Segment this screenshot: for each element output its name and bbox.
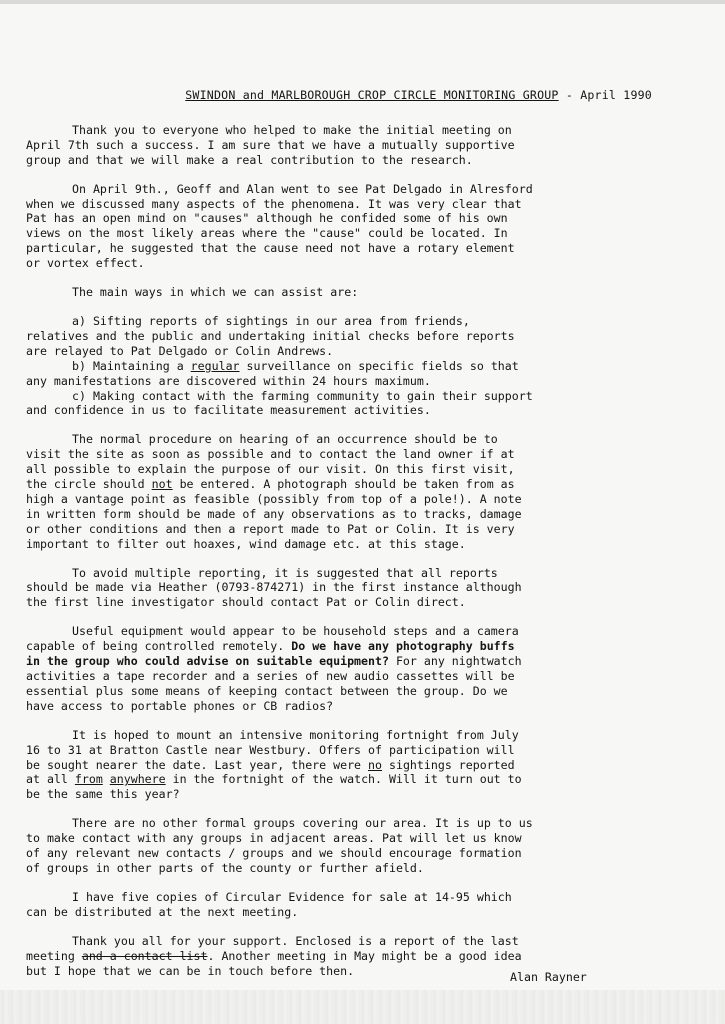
- text-line: [26, 654, 652, 669]
- letter-heading: [26, 88, 652, 103]
- text-line: are relayed to Pat Delgado or Colin Andrews.: [26, 343, 334, 358]
- text-fragment: be entered. A photograph should be taken from as: [172, 477, 515, 492]
- bold-text: Do we have any photography buffs: [291, 639, 515, 654]
- text-fragment: surveillance on specific fields so that: [239, 358, 519, 373]
- text-line: be the same this year?: [26, 787, 180, 802]
- text-fragment: capable of being controlled remotely.: [26, 639, 292, 654]
- text-line: To avoid multiple reporting, it is suggested that all reports: [72, 565, 498, 580]
- struck-through-text: and a contact list: [81, 948, 208, 963]
- text-line: particular, he suggested that the cause need not have a rotary element: [26, 241, 515, 256]
- scan-top-edge: [0, 0, 725, 4]
- underlined-word: not: [151, 477, 173, 492]
- text-line: or vortex effect.: [26, 256, 145, 271]
- paragraph-main-ways: [26, 285, 652, 300]
- text-line: important to filter out hoaxes, wind damage etc. at this stage.: [26, 536, 466, 551]
- letter-body: [26, 88, 652, 992]
- text-line: [26, 639, 652, 654]
- paragraph-other-groups: [26, 816, 652, 876]
- text-line: all possible to explain the purpose of our visit. On this first visit,: [26, 462, 515, 477]
- text-line: Thank you to everyone who helped to make the initial meeting on: [72, 122, 512, 137]
- text-line: Thank you all for your support. Enclosed is a report of the last: [72, 933, 519, 948]
- underlined-word: anywhere: [109, 772, 166, 787]
- text-line: but I hope that we can be in touch before then.: [26, 963, 355, 978]
- text-line: can be distributed at the next meeting.: [26, 904, 299, 919]
- text-line: [26, 477, 652, 492]
- text-line: or other conditions and then a report made to Pat or Colin. It is very: [26, 521, 515, 536]
- text-line: It is hoped to mount an intensive monitoring fortnight from July: [72, 727, 519, 742]
- text-line: when we discussed many aspects of the phenomena. It was very clear that: [26, 196, 522, 211]
- text-line: [26, 949, 652, 964]
- text-fragment: [103, 772, 110, 786]
- group-title: SWINDON and MARLBOROUGH CROP CIRCLE MONITORING GROUP: [185, 88, 559, 102]
- paragraph-visit: [26, 182, 652, 271]
- text-line: have access to portable phones or CB radios?: [26, 698, 334, 713]
- paragraph-procedure: [26, 432, 652, 551]
- text-line: 16 to 31 at Bratton Castle near Westbury. Offers of participation will: [26, 742, 515, 757]
- text-fragment: meeting: [26, 948, 82, 963]
- letter-date: April 1990: [580, 88, 652, 102]
- text-line: any manifestations are discovered within 24 hours maximum.: [26, 373, 431, 388]
- text-line: visit the site as soon as possible and to contact the land owner if at: [26, 447, 515, 462]
- text-line: views on the most likely areas where the "cause" could be located. In: [26, 226, 508, 241]
- text-fragment: b) Maintaining a: [72, 358, 191, 373]
- bold-text: in the group who could advise on suitable equipment?: [26, 654, 389, 669]
- paragraph-circular-evidence: [26, 890, 652, 920]
- text-line: activities a tape recorder and a series of new audio cassettes will be: [26, 669, 515, 683]
- text-fragment: sightings reported: [382, 757, 515, 772]
- paragraph-monitoring: [26, 728, 652, 803]
- text-fragment: the circle should: [26, 477, 152, 492]
- scan-bottom-noise: [0, 990, 725, 1024]
- paragraph-reporting: [26, 566, 652, 611]
- text-line: [26, 359, 652, 374]
- text-line: in written form should be made of any observations as to tracks, damage: [26, 506, 522, 521]
- text-line: Pat has an open mind on "causes" although he confided some of his own: [26, 211, 508, 226]
- text-line: and confidence in us to facilitate measurement activities.: [26, 403, 431, 418]
- text-fragment: in the fortnight of the watch. Will it turn out to: [165, 772, 522, 787]
- text-line: group and that we will make a real contribution to the research.: [26, 152, 473, 167]
- text-line: I have five copies of Circular Evidence for sale at 14-95 which: [72, 889, 512, 904]
- assist-list: [26, 314, 652, 418]
- underlined-word: no: [368, 757, 382, 772]
- paragraph-equipment: [26, 624, 652, 713]
- text-line: c) Making contact with the farming community to gain their support: [72, 388, 533, 403]
- text-line: [26, 758, 652, 773]
- text-fragment: at all: [26, 772, 75, 787]
- text-line: to make contact with any groups in adjacent areas. Pat will let us know: [26, 831, 522, 846]
- text-line: There are no other formal groups covering our area. It is up to us: [72, 816, 533, 831]
- text-fragment: . Another meeting in May might be a good idea: [207, 948, 522, 963]
- text-line: relatives and the public and undertaking initial checks before reports: [26, 328, 515, 343]
- signature-name: Alan Rayner: [510, 970, 587, 984]
- text-line: The main ways in which we can assist are:: [72, 285, 359, 300]
- underlined-word: regular: [190, 358, 240, 373]
- heading-separator: -: [565, 88, 581, 102]
- list-item-c: [26, 389, 652, 419]
- list-item-b: [26, 359, 652, 389]
- text-line: Useful equipment would appear to be household steps and a camera: [72, 624, 519, 639]
- underlined-word: from: [74, 772, 103, 787]
- text-line: April 7th such a success. I am sure that we have a mutually supportive: [26, 137, 515, 152]
- text-line: of groups in other parts of the county or further afield.: [26, 860, 424, 875]
- text-line: a) Sifting reports of sightings in our area from friends,: [72, 313, 470, 328]
- text-line: of any relevant new contacts / groups and we should encourage formation: [26, 846, 522, 861]
- text-line: should be made via Heather (0793-874271) in the first instance although: [26, 580, 522, 595]
- text-line: The normal procedure on hearing of an occurrence should be to: [72, 432, 498, 447]
- paragraph-thanks: [26, 123, 652, 168]
- text-fragment: be sought nearer the date. Last year, there were: [26, 757, 369, 772]
- text-fragment: For any nightwatch: [388, 654, 522, 669]
- text-line: essential plus some means of keeping contact between the group. Do we: [26, 683, 508, 698]
- text-line: the first line investigator should contact Pat or Colin direct.: [26, 595, 466, 610]
- text-line: On April 9th., Geoff and Alan went to see Pat Delgado in Alresford: [72, 181, 533, 196]
- text-line: high a vantage point as feasible (possibly from top of a pole!). A note: [26, 491, 522, 506]
- text-line: [26, 772, 652, 787]
- list-item-a: [26, 314, 652, 359]
